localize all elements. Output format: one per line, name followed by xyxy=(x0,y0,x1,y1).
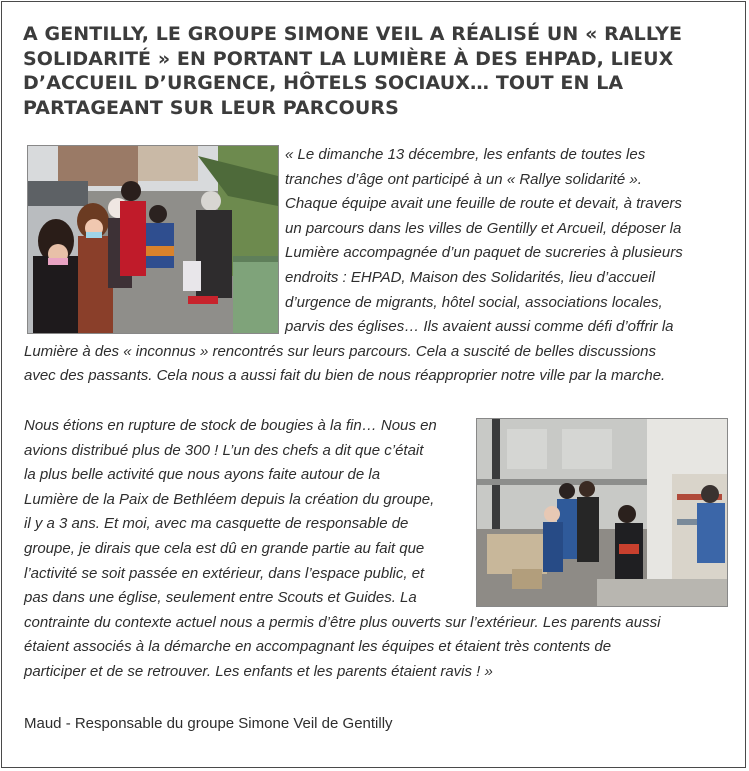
paragraph-2-line: il y a 3 ans. Et moi, avec ma casquette de responsable de xyxy=(24,515,409,533)
paragraph-2-line: étaient associés à la démarche en accompagnant les équipes et étaient très contents de xyxy=(24,638,612,656)
paragraph-1-line: d’urgence de migrants, hôtel social, associations locales, xyxy=(285,293,663,311)
paragraph-1-line: parvis des églises… Ils avaient aussi comme défi d’offrir la xyxy=(285,318,674,336)
paragraph-1-line: Chaque équipe avait une feuille de route et devait, à travers xyxy=(285,195,682,213)
paragraph-2-line: avions distribué plus de 300 ! L’un des chefs a dit que c’était xyxy=(24,441,424,459)
paragraph-2-line: pas dans une église, seulement entre Scouts et Guides. La xyxy=(24,589,417,607)
paragraph-1-line: endroits : EHPAD, Maison des Solidarités, lieu d’accueil xyxy=(285,269,655,286)
paragraph-1-line: Lumière accompagnée d’un paquet de sucreries à plusieurs xyxy=(285,244,683,262)
street-group-photo xyxy=(27,145,279,334)
paragraph-1-line: « Le dimanche 13 décembre, les enfants de toutes les xyxy=(285,146,646,163)
paragraph-1-line: tranches d’âge ont participé à un « Rallye solidarité ». xyxy=(285,170,642,188)
paragraph-2-line: Lumière de la Paix de Bethléem depuis la création du groupe, xyxy=(24,490,435,508)
paragraph-1-line: un parcours dans les villes de Gentilly et Arcueil, déposer la xyxy=(285,219,682,237)
paragraph-2-line: groupe, je dirais que cela est dû en grande partie au fait que xyxy=(24,540,425,557)
paragraph-2-line: Nous étions en rupture de stock de bougies à la fin… Nous en xyxy=(24,417,437,434)
indoor-distribution-photo xyxy=(476,418,728,607)
paragraph-2-line: participer et de se retrouver. Les enfants et les parents étaient ravis ! » xyxy=(24,663,493,680)
paragraph-2-line: l’activité se soit passée en extérieur, dans l’espace public, et xyxy=(24,564,425,582)
paragraph-1-line: Lumière à des « inconnus » rencontrés sur leurs parcours. Cela a suscité de belles discussions xyxy=(24,342,656,360)
signature: Maud - Responsable du groupe Simone Veil de Gentilly xyxy=(24,715,393,732)
paragraph-2-line: contrainte du contexte actuel nous a permis d’être plus ouverts sur l’extérieur. Les parents aussi xyxy=(24,613,661,631)
article-title: A GENTILLY, LE GROUPE SIMONE VEIL A RÉALISÉ UN « RALLYE SOLIDARITÉ » EN PORTANT LA LUMIÈRE À DES EHPAD, LIEUX D’ACCUEIL D’URGENCE, HÔTELS SOCIAUX… TOUT EN LA PARTAGEANT SUR LEUR PARCOURS xyxy=(23,23,683,119)
paragraph-2-line: la plus belle activité que nous ayons faite autour de la xyxy=(24,466,381,484)
paragraph-1-line: avec des passants. Cela nous a aussi fait du bien de nous réapproprier notre ville par la marche. xyxy=(24,367,666,385)
